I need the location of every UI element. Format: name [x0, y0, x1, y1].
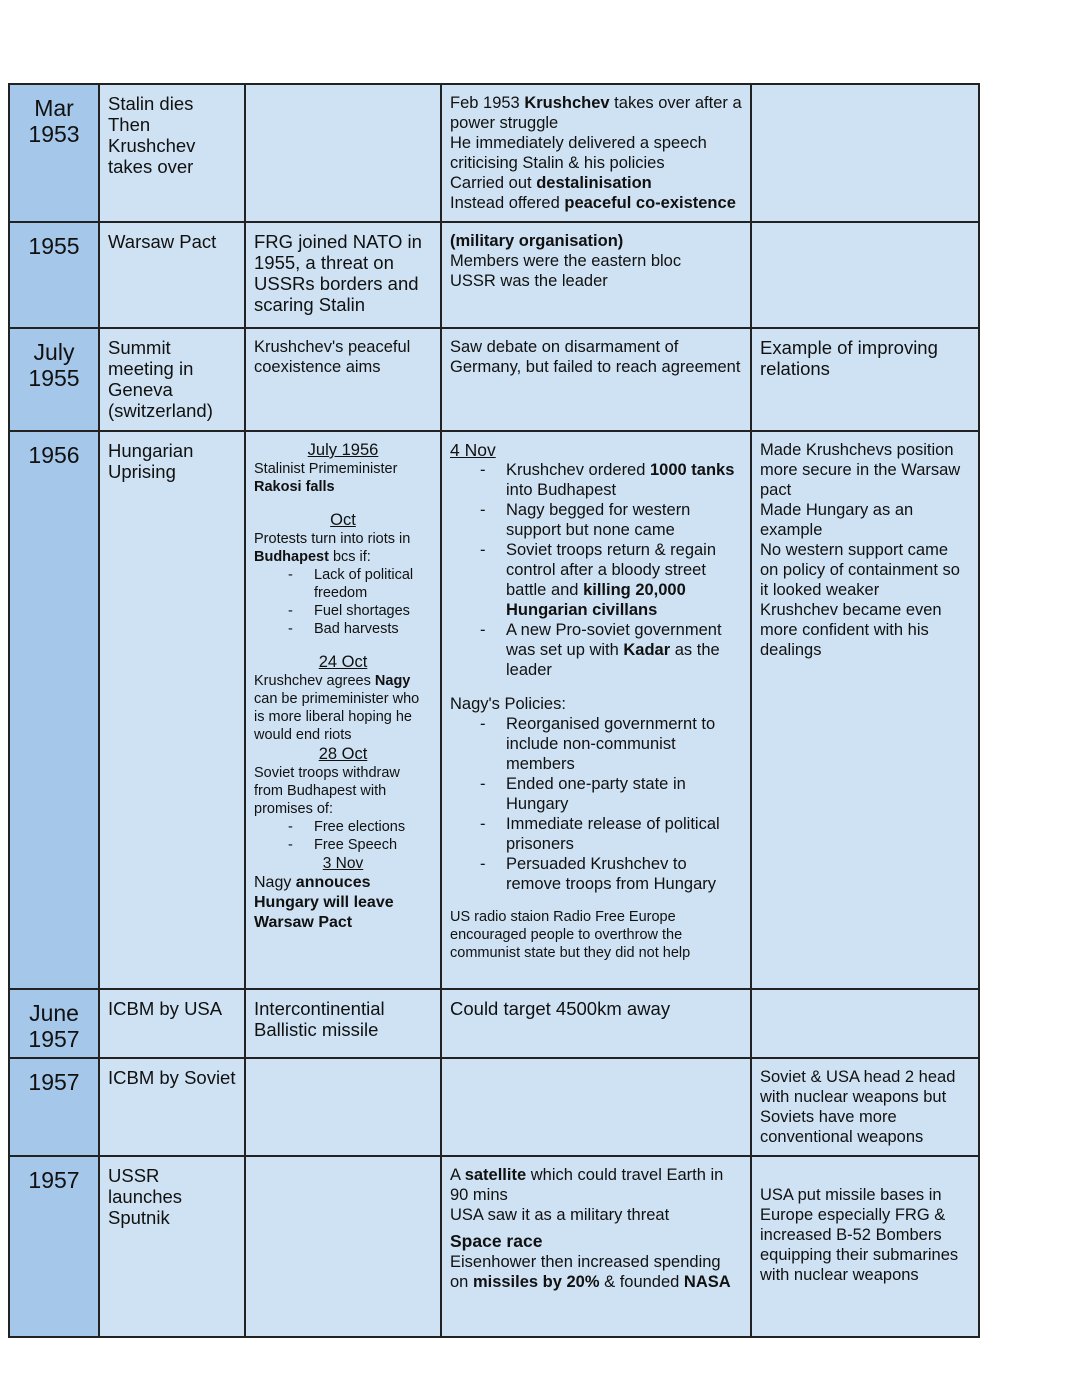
cause-cell: Krushchev's peaceful coexistence aims — [245, 328, 441, 431]
impact-cell — [751, 989, 979, 1058]
date-cell: July 1955 — [9, 328, 99, 431]
list-item: - Nagy begged for western support but none came — [480, 500, 742, 540]
promises-list — [254, 818, 432, 854]
list-item: - Reorganised governmernt to include non-communist members — [480, 714, 742, 774]
details-cell: Saw debate on disarmament of Germany, but failed to reach agreement — [441, 328, 751, 431]
date-cell: 1956 — [9, 431, 99, 989]
date-cell: 1955 — [9, 222, 99, 328]
cause-cell — [245, 1058, 441, 1156]
table-row — [9, 222, 979, 328]
impact-cell: Made Krushchevs position more secure in the Warsaw pact Made Hungary as an example No western support came on policy of containment so it looked weaker Krushchev became even more confident with his dealings — [751, 431, 979, 989]
table-row — [9, 328, 979, 431]
event-cell: Summit meeting in Geneva (switzerland) — [99, 328, 245, 431]
cause-cell — [245, 1156, 441, 1337]
date-cell: Mar 1953 — [9, 84, 99, 222]
cause-cell: FRG joined NATO in 1955, a threat on USSRs borders and scaring Stalin — [245, 222, 441, 328]
list-item: - Ended one-party state in Hungary — [480, 774, 742, 814]
event-cell: ICBM by USA — [99, 989, 245, 1058]
table-row — [9, 989, 979, 1058]
details-cell: Feb 1953 Krushchev takes over after a power struggle He immediately delivered a speech criticising Stalin & his policies Carried out destalinisation Instead offered peaceful co-existence — [441, 84, 751, 222]
list-item: - Immediate release of political prisoners — [480, 814, 742, 854]
list-item: - Soviet troops return & regain control after a bloody street battle and killing 20,000 Hungarian civillans — [480, 540, 742, 620]
list-item: - A new Pro-soviet government was set up with Kadar as the leader — [480, 620, 742, 680]
table-row — [9, 1156, 979, 1337]
details-cell — [441, 1058, 751, 1156]
details-cell: (military organisation) Members were the eastern bloc USSR was the leader — [441, 222, 751, 328]
date-cell: 1957 — [9, 1058, 99, 1156]
list-item: - Fuel shortages — [288, 602, 432, 620]
timeline-table — [8, 83, 980, 1338]
impact-cell: Example of improving relations — [751, 328, 979, 431]
impact-cell — [751, 222, 979, 328]
list-item: - Lack of political freedom — [288, 566, 432, 602]
impact-cell: Soviet & USA head 2 head with nuclear weapons but Soviets have more conventional weapons — [751, 1058, 979, 1156]
cause-cell — [245, 84, 441, 222]
date-cell: 1957 — [9, 1156, 99, 1337]
cause-cell: July 1956 Stalinist Primeminister Rakosi falls Oct Protests turn into riots in Budhapest bcs if: - Lack of political freedom - Fuel shortages - Bad harvests 24 Oct Krushchev agrees Nagy can be primeminister who is more liberal hoping he would end riots 28 Oct Soviet troops withdraw from Budhapest with promises of: - Free elections - Free Speech 3 Nov Nagy annouces Hungary will leave Warsaw Pact — [245, 431, 441, 989]
details-cell: 4 Nov - Krushchev ordered 1000 tanks into Budhapest - Nagy begged for western support but none came - Soviet troops return & regain control after a bloody street battle and killing 20,000 Hungarian civillans - A new Pro-soviet government was set up with Kadar as the leader Nagy's Policies: - Reorganised governmernt to include non-communist members - Ended one-party state in Hungary - Immediate release of political prisoners - Persuaded Krushchev to remove troops from Hungary US radio staion Radio Free Europe encouraged people to overthrow the communist state but they did not help — [441, 431, 751, 989]
list-item: - Krushchev ordered 1000 tanks into Budhapest — [480, 460, 742, 500]
event-cell: Stalin dies Then Krushchev takes over — [99, 84, 245, 222]
table-row — [9, 1058, 979, 1156]
date-cell: June 1957 — [9, 989, 99, 1058]
list-item: - Bad harvests — [288, 620, 432, 638]
event-cell: Hungarian Uprising — [99, 431, 245, 989]
cause-cell: Intercontinential Ballistic missile — [245, 989, 441, 1058]
details-cell: Could target 4500km away — [441, 989, 751, 1058]
event-cell: ICBM by Soviet — [99, 1058, 245, 1156]
impact-cell: USA put missile bases in Europe especially FRG & increased B-52 Bombers equipping their submarines with nuclear weapons — [751, 1156, 979, 1337]
impact-cell — [751, 84, 979, 222]
list-item: - Free elections — [288, 818, 432, 836]
list-item: - Persuaded Krushchev to remove troops from Hungary — [480, 854, 742, 894]
details-cell: A satellite which could travel Earth in 90 mins USA saw it as a military threat Space race Eisenhower then increased spending on missiles by 20% & founded NASA — [441, 1156, 751, 1337]
cause-list — [254, 566, 432, 638]
table-row — [9, 431, 979, 989]
nagy-policies-list — [450, 714, 742, 894]
event-cell: Warsaw Pact — [99, 222, 245, 328]
event-cell: USSR launches Sputnik — [99, 1156, 245, 1337]
table-row — [9, 84, 979, 222]
list-item: - Free Speech — [288, 836, 432, 854]
nov-events-list — [450, 460, 742, 680]
